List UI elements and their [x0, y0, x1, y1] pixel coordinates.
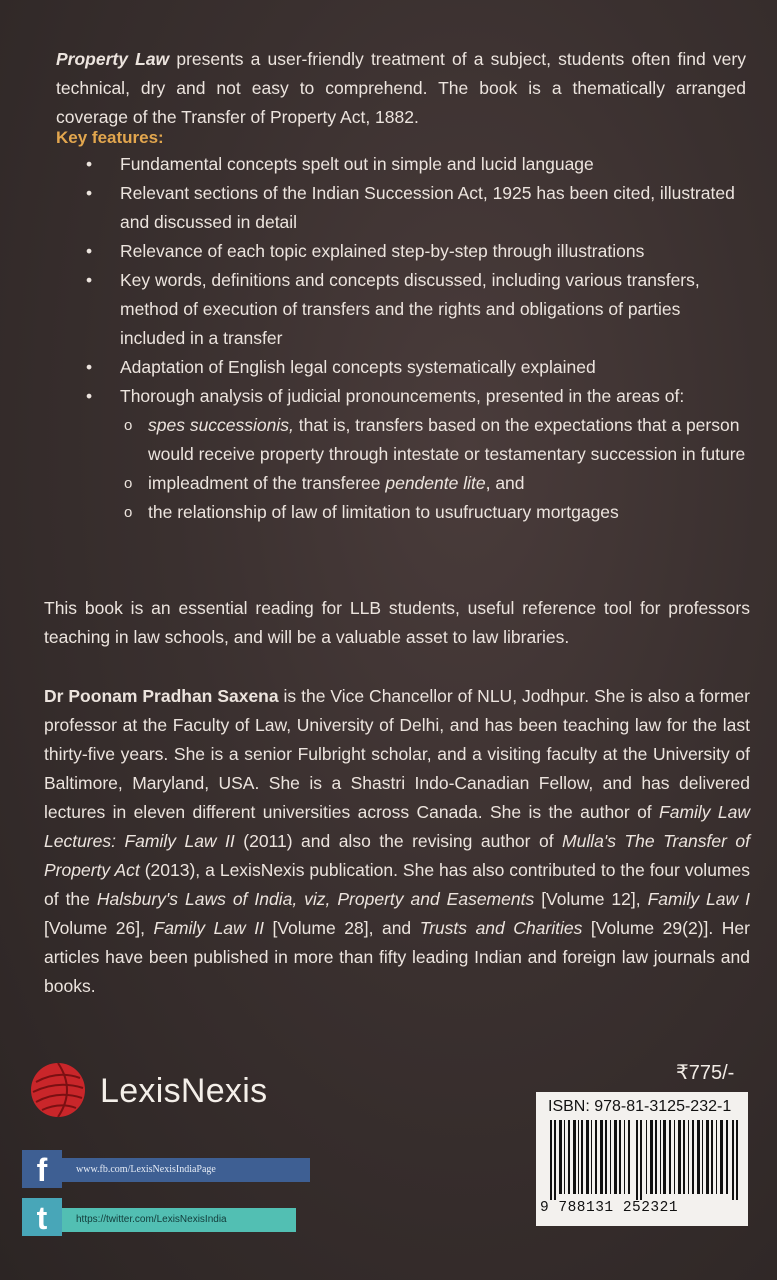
- key-features-heading: Key features:: [56, 128, 164, 147]
- isbn-text: ISBN: 978-81-3125-232-1: [548, 1098, 732, 1115]
- author-bio: Dr Poonam Pradhan Saxena is the Vice Chancellor of NLU, Jodhpur. She is also a former professor at the Faculty of Law, University of Delhi, and has been teaching law for the last thirty-five years. She is a senior Fulbright scholar, and a visiting faculty at the University of Baltimore, Maryland, USA. She is a Shastri Indo-Canadian Fellow, and has delivered lectures in eleven different universities across Canada. She is the author of Family Law Lectures: Family Law II (2011) and also the revising author of Mulla's The Transfer of Property Act (2013), a LexisNexis publication. She has also contributed to the four volumes of the Halsbury's Laws of India, viz, Property and Easements [Volume 12], Family Law I [Volume 26], Family Law II [Volume 28], and Trusts and Charities [Volume 29(2)]. Her articles have been published in more than fifty leading Indian and foreign law journals and books.: [44, 686, 750, 996]
- twitter-link[interactable]: https://twitter.com/LexisNexisIndia: [62, 1208, 296, 1232]
- twitter-icon[interactable]: t: [22, 1198, 62, 1236]
- essential-paragraph: This book is an essential reading for LLB students, useful reference tool for professors teaching in law schools, and will be a valuable asset to law libraries.: [44, 598, 750, 647]
- list-item: • Fundamental concepts spelt out in simple and lucid language: [86, 154, 594, 174]
- list-item: • Relevant sections of the Indian Succession Act, 1925 has been cited, illustrated and discussed in detail: [86, 183, 735, 232]
- sub-list: [120, 411, 746, 527]
- barcode-digits: 9 788131 252321: [540, 1200, 679, 1216]
- lexisnexis-globe-icon: [28, 1060, 88, 1120]
- price: ₹775/-: [676, 1062, 735, 1084]
- sub-list-item: o spes successionis, that is, transfers based on the expectations that a person would receive property through intestate or testamentary succession in future: [124, 415, 746, 464]
- intro-paragraph: [56, 45, 746, 132]
- list-item: • Relevance of each topic explained step-by-step through illustrations: [86, 241, 645, 261]
- facebook-icon[interactable]: f: [22, 1150, 62, 1188]
- sub-list-item: o impleadment of the transferee pendente lite, and: [124, 473, 525, 493]
- sub-list-item: o the relationship of law of limitation to usufructuary mortgages: [124, 502, 619, 522]
- intro-text: presents a user-friendly treatment of a subject, students often find very technical, dry and not easy to comprehend. The book is a thematically arranged coverage of the Transfer of Property Act, 1882.: [56, 49, 746, 127]
- publisher-logo-text: LexisNexis: [100, 1072, 268, 1110]
- list-item: • Key words, definitions and concepts discussed, including various transfers, method of execution of transfers and the rights and obligations of parties included in a transfer: [86, 270, 700, 348]
- book-title: Property Law: [56, 49, 170, 69]
- list-item: • Adaptation of English legal concepts systematically explained: [86, 357, 596, 377]
- list-item: • Thorough analysis of judicial pronouncements, presented in the areas of: o spes successionis, that is, transfers based on the expectations that a person would receive property through intestate or testamentary succession in future o impleadment of the transferee pendente lite, and o the relationship of law of limitation to usufructuary mortgages: [56, 382, 746, 527]
- barcode-icon: [550, 1120, 740, 1200]
- author-name: Dr Poonam Pradhan Saxena: [44, 686, 279, 706]
- facebook-link[interactable]: www.fb.com/LexisNexisIndiaPage: [62, 1158, 310, 1182]
- key-features-list: [56, 150, 746, 527]
